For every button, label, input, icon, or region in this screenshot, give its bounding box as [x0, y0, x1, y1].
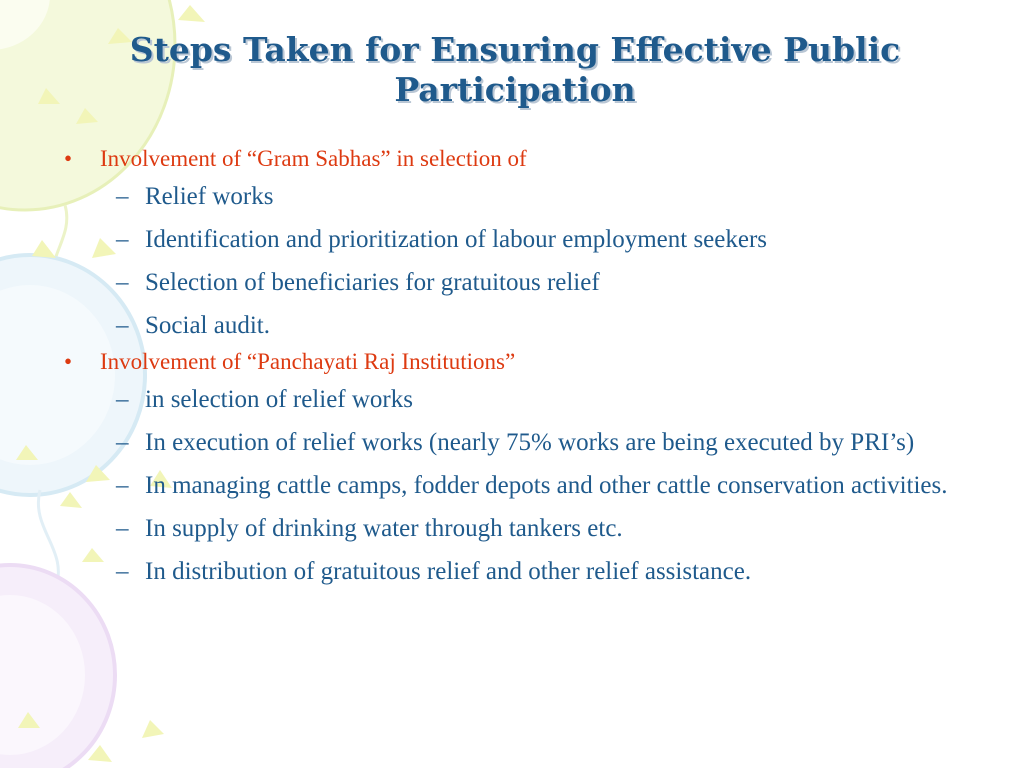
- sub-item: [60, 265, 964, 300]
- slide-content: [60, 144, 964, 597]
- sub-item-text: Relief works: [145, 183, 274, 210]
- sub-item-text: Identification and prioritization of labour employment seekers: [145, 226, 768, 253]
- sub-item: [60, 222, 964, 257]
- sub-item-text: In execution of relief works (nearly 75% works are being executed by PRI’s): [145, 429, 915, 456]
- sub-item: [60, 425, 964, 460]
- slide-title: Steps Taken for Ensuring Effective Public Participation: [129, 30, 901, 109]
- sub-item: [60, 468, 964, 503]
- bullet-text: Involvement of “Panchayati Raj Institutions”: [100, 349, 516, 374]
- sub-item-text: In supply of drinking water through tankers etc.: [145, 515, 623, 542]
- dash-marker: –: [116, 429, 129, 456]
- sub-item: [60, 308, 964, 343]
- dash-marker: –: [116, 515, 129, 542]
- sub-item-text: In managing cattle camps, fodder depots and other cattle conservation activities.: [145, 472, 948, 499]
- sub-item: [60, 179, 964, 214]
- sub-item-text: In distribution of gratuitous relief and other relief assistance.: [145, 558, 752, 585]
- bullet-text: Involvement of “Gram Sabhas” in selection of: [100, 146, 527, 171]
- dash-marker: –: [116, 183, 129, 210]
- sub-item-text: in selection of relief works: [145, 386, 413, 413]
- dash-marker: –: [116, 558, 129, 585]
- sub-item: [60, 554, 964, 589]
- sub-item: [60, 382, 964, 417]
- sub-item-text: Selection of beneficiaries for gratuitous relief: [145, 269, 600, 296]
- bullet-marker: •: [64, 349, 73, 374]
- dash-marker: –: [116, 386, 129, 413]
- dash-marker: –: [116, 472, 129, 499]
- sub-list-panchayati-raj: [60, 382, 964, 589]
- bullet-panchayati-raj: [60, 347, 964, 377]
- sub-list-gram-sabhas: [60, 179, 964, 343]
- sub-item-text: Social audit.: [145, 312, 270, 339]
- bullet-gram-sabhas: [60, 144, 964, 174]
- dash-marker: –: [116, 269, 129, 296]
- bullet-marker: •: [64, 146, 73, 171]
- dash-marker: –: [116, 312, 129, 339]
- dash-marker: –: [116, 226, 129, 253]
- sub-item: [60, 511, 964, 546]
